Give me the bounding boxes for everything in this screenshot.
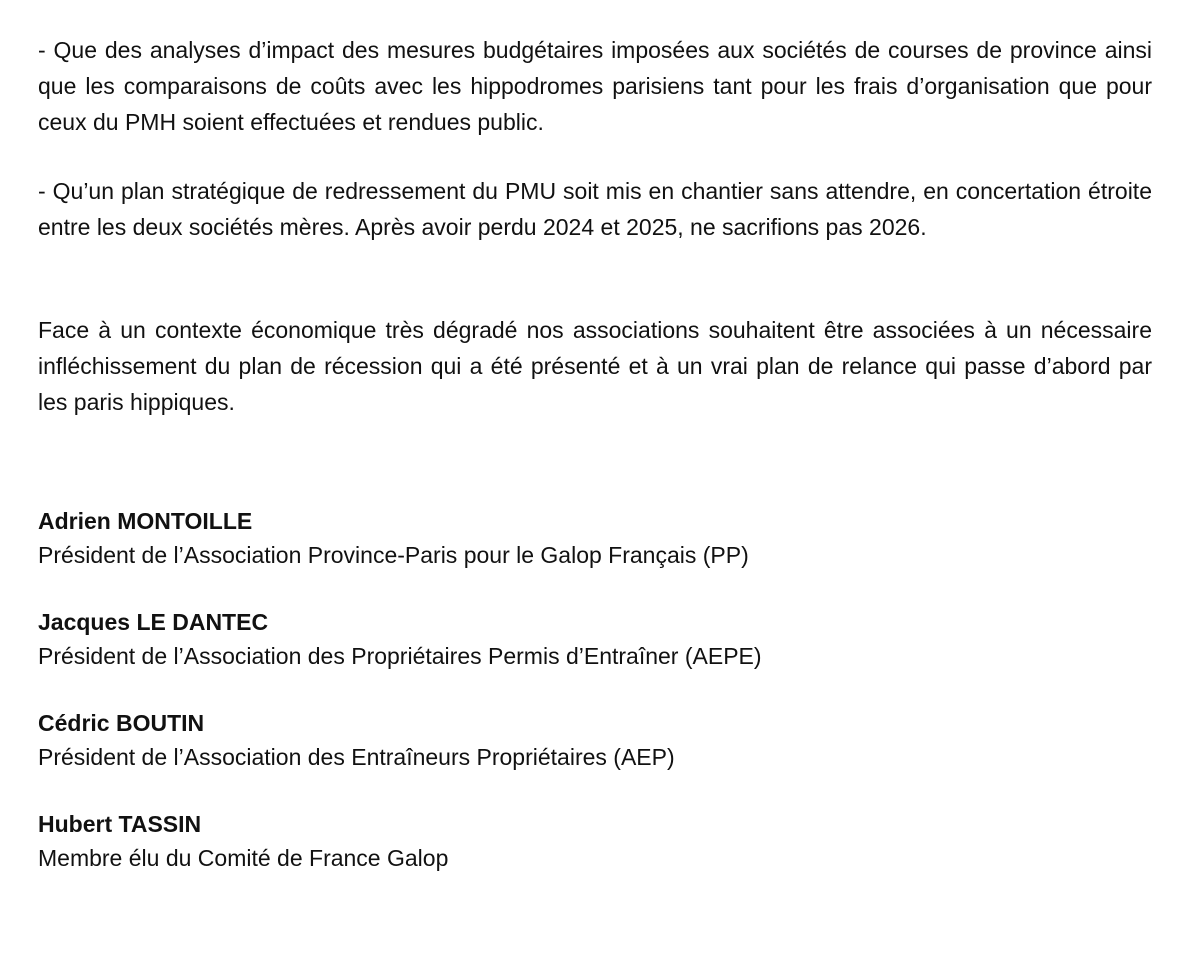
- paragraph-strategic-plan: - Qu’un plan stratégique de redressement du PMU soit mis en chantier sans attendre, en concertation étroite entre les deux sociétés mères. Après avoir perdu 2024 et 2025, ne sacrifions pas 2026.: [38, 178, 1152, 240]
- signatory-block: [38, 807, 1152, 875]
- signatory-role: Président de l’Association des Entraîneurs Propriétaires (AEP): [38, 744, 675, 770]
- signatory-role: Président de l’Association Province-Paris pour le Galop Français (PP): [38, 542, 749, 568]
- signatory-block: [38, 504, 1152, 572]
- signatory-name: Hubert TASSIN: [38, 811, 202, 837]
- signatory-block: [38, 706, 1152, 774]
- signatory-role: Président de l’Association des Propriétaires Permis d’Entraîner (AEPE): [38, 643, 762, 669]
- signatory-name: Cédric BOUTIN: [38, 710, 205, 736]
- paragraph-economic-context: Face à un contexte économique très dégradé nos associations souhaitent être associées à un nécessaire infléchissement du plan de récession qui a été présenté et à un vrai plan de relance qui passe d’abord par les paris hippiques.: [38, 317, 1152, 415]
- signatory-block: [38, 605, 1152, 673]
- document-page: [38, 32, 1152, 908]
- signatory-name: Adrien MONTOILLE: [38, 508, 253, 534]
- paragraph-impact-analyses: - Que des analyses d’impact des mesures budgétaires imposées aux sociétés de courses de province ainsi que les comparaisons de coûts avec les hippodromes parisiens tant pour les frais d’organisation que pour ceux du PMH soient effectuées et rendues public.: [38, 37, 1152, 135]
- signatory-role: Membre élu du Comité de France Galop: [38, 845, 449, 871]
- signatory-name: Jacques LE DANTEC: [38, 609, 269, 635]
